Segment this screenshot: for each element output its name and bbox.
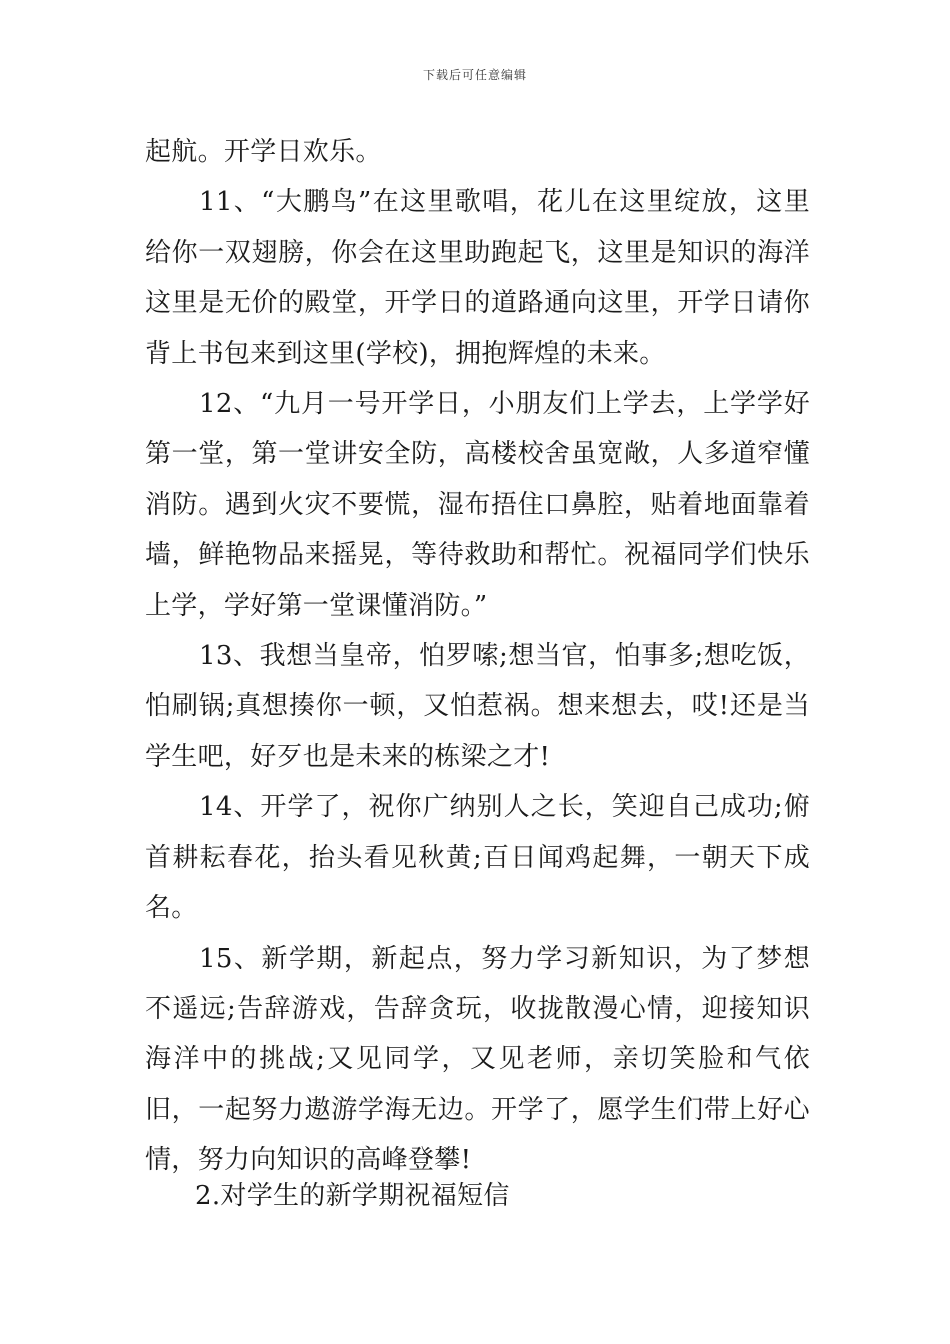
document-body: [145, 127, 810, 1186]
paragraph-item-14: 14、开学了，祝你广纳别人之长，笑迎自己成功;俯首耕耘春花，抬头看见秋黄;百日闻鸡起舞，一朝天下成名。: [145, 792, 810, 924]
paragraph-item-13: 13、我想当皇帝，怕罗嗦;想当官，怕事多;想吃饭，怕刷锅;真想揍你一顿，又怕惹祸。想来想去，哎!还是当学生吧，好歹也是未来的栋梁之才!: [145, 641, 810, 772]
page-header: 下载后可任意编辑: [422, 68, 527, 82]
section-heading: 2.对学生的新学期祝福短信: [195, 1181, 510, 1211]
paragraph-item-12: 12、“九月一号开学日，小朋友们上学去，上学学好第一堂，第一堂讲安全防，高楼校舍虽宽敞，人多道窄懂消防。遇到火灾不要慌，湿布捂住口鼻腔，贴着地面靠着墙，鲜艳物品来摇晃，等待救助和帮忙。祝福同学们快乐上学，学好第一堂课懂消防。”: [145, 389, 810, 621]
paragraph-item-11: 11、“大鹏鸟”在这里歌唱，花儿在这里绽放，这里给你一双翅膀，你会在这里助跑起飞，这里是知识的海洋这里是无价的殿堂，开学日的道路通向这里，开学日请你背上书包来到这里(学校)，拥抱辉煌的未来。: [145, 187, 810, 369]
paragraph-item-15: 15、新学期，新起点，努力学习新知识，为了梦想不遥远;告辞游戏，告辞贪玩，收拢散漫心情，迎接知识海洋中的挑战;又见同学，又见老师，亲切笑脸和气依旧，一起努力遨游学海无边。开学了，愿学生们带上好心情，努力向知识的高峰登攀!: [145, 943, 810, 1176]
paragraph-continuation: 起航。开学日欢乐。: [145, 137, 382, 167]
